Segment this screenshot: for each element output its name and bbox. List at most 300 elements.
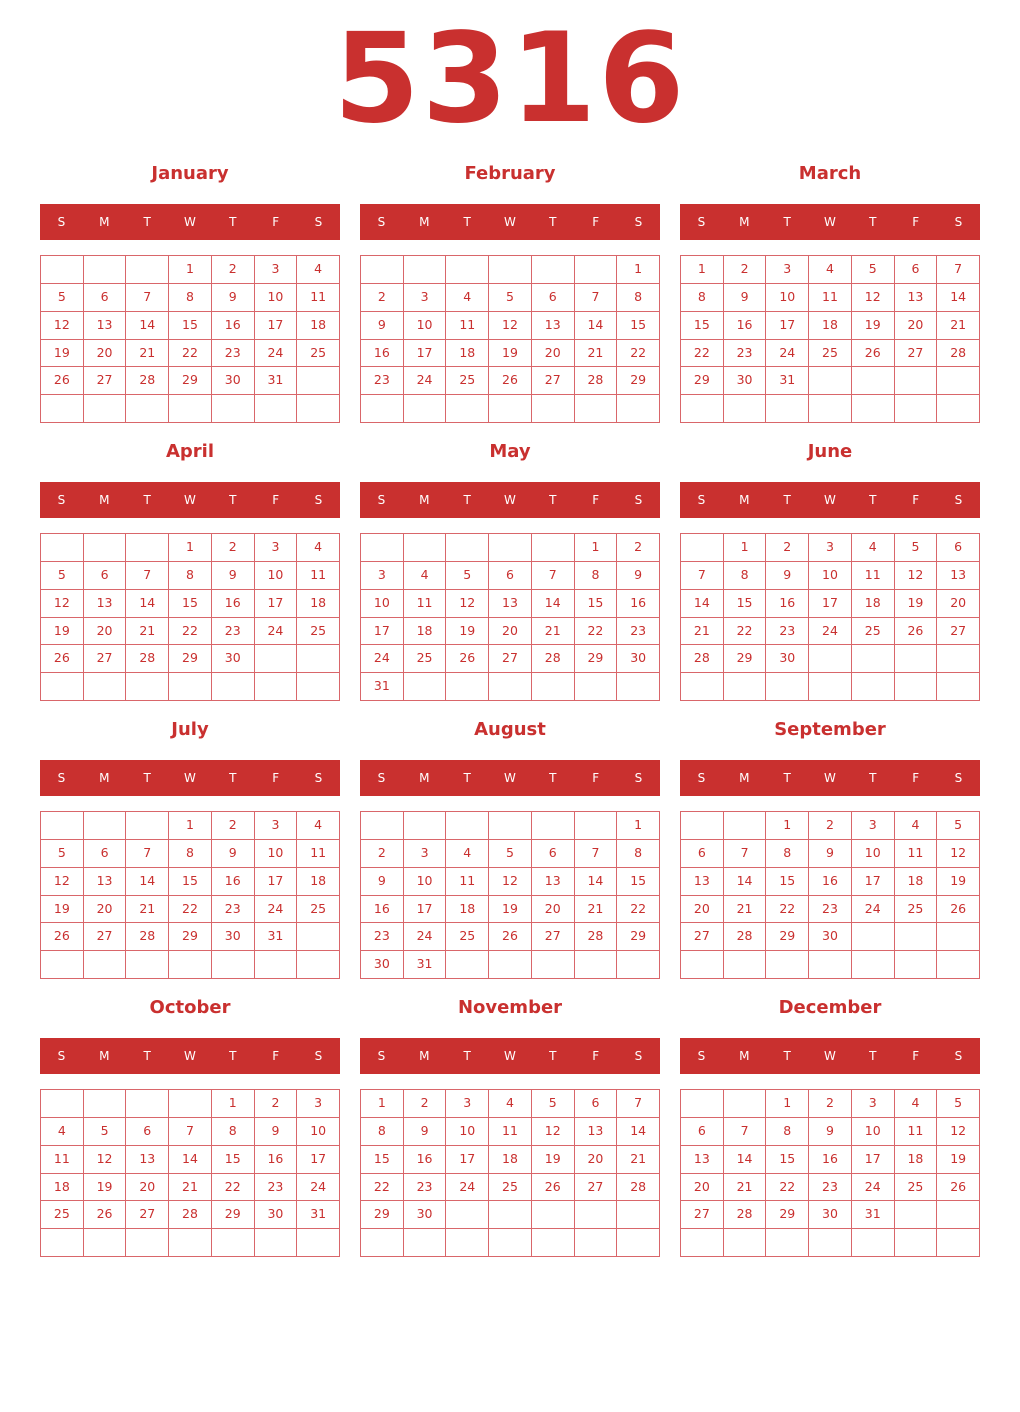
day-cell[interactable]: 28 xyxy=(575,923,618,951)
day-cell[interactable]: 28 xyxy=(169,1201,212,1229)
day-cell[interactable]: 10 xyxy=(852,840,895,868)
day-cell[interactable]: 2 xyxy=(212,534,255,562)
day-cell[interactable]: 26 xyxy=(446,645,489,673)
day-cell[interactable]: 13 xyxy=(489,590,532,618)
day-cell[interactable]: 1 xyxy=(212,1090,255,1118)
day-cell[interactable]: 19 xyxy=(895,590,938,618)
day-cell[interactable]: 30 xyxy=(361,951,404,979)
day-cell[interactable]: 5 xyxy=(532,1090,575,1118)
day-cell[interactable]: 21 xyxy=(575,896,618,924)
day-cell[interactable]: 27 xyxy=(681,1201,724,1229)
day-cell[interactable]: 16 xyxy=(212,312,255,340)
day-cell[interactable]: 1 xyxy=(169,812,212,840)
day-cell[interactable]: 2 xyxy=(809,812,852,840)
day-cell[interactable]: 14 xyxy=(126,312,169,340)
day-cell[interactable]: 17 xyxy=(361,618,404,646)
day-cell[interactable]: 14 xyxy=(532,590,575,618)
day-cell[interactable]: 4 xyxy=(852,534,895,562)
day-cell[interactable]: 19 xyxy=(489,896,532,924)
day-cell[interactable]: 18 xyxy=(895,868,938,896)
day-cell[interactable]: 4 xyxy=(41,1118,84,1146)
day-cell[interactable]: 15 xyxy=(169,590,212,618)
day-cell[interactable]: 7 xyxy=(724,840,767,868)
day-cell[interactable]: 13 xyxy=(681,868,724,896)
day-cell[interactable]: 25 xyxy=(895,896,938,924)
day-cell[interactable]: 20 xyxy=(895,312,938,340)
day-cell[interactable]: 10 xyxy=(255,562,298,590)
day-cell[interactable]: 18 xyxy=(489,1146,532,1174)
day-cell[interactable]: 21 xyxy=(937,312,980,340)
day-cell[interactable]: 22 xyxy=(169,340,212,368)
day-cell[interactable]: 29 xyxy=(724,645,767,673)
day-cell[interactable]: 2 xyxy=(212,256,255,284)
day-cell[interactable]: 7 xyxy=(575,284,618,312)
day-cell[interactable]: 4 xyxy=(297,812,340,840)
day-cell[interactable]: 27 xyxy=(681,923,724,951)
day-cell[interactable]: 20 xyxy=(126,1174,169,1202)
day-cell[interactable]: 12 xyxy=(41,868,84,896)
day-cell[interactable]: 23 xyxy=(255,1174,298,1202)
day-cell[interactable]: 21 xyxy=(126,896,169,924)
day-cell[interactable]: 16 xyxy=(724,312,767,340)
day-cell[interactable]: 10 xyxy=(446,1118,489,1146)
day-cell[interactable]: 16 xyxy=(255,1146,298,1174)
day-cell[interactable]: 6 xyxy=(895,256,938,284)
day-cell[interactable]: 12 xyxy=(852,284,895,312)
day-cell[interactable]: 29 xyxy=(169,367,212,395)
day-cell[interactable]: 22 xyxy=(617,896,660,924)
day-cell[interactable]: 22 xyxy=(169,618,212,646)
day-cell[interactable]: 11 xyxy=(446,868,489,896)
day-cell[interactable]: 20 xyxy=(575,1146,618,1174)
day-cell[interactable]: 10 xyxy=(361,590,404,618)
day-cell[interactable]: 22 xyxy=(361,1174,404,1202)
day-cell[interactable]: 15 xyxy=(766,1146,809,1174)
day-cell[interactable]: 18 xyxy=(297,868,340,896)
day-cell[interactable]: 13 xyxy=(84,868,127,896)
day-cell[interactable]: 18 xyxy=(852,590,895,618)
day-cell[interactable]: 10 xyxy=(255,840,298,868)
day-cell[interactable]: 23 xyxy=(212,618,255,646)
day-cell[interactable]: 18 xyxy=(41,1174,84,1202)
day-cell[interactable]: 4 xyxy=(895,812,938,840)
day-cell[interactable]: 8 xyxy=(724,562,767,590)
day-cell[interactable]: 31 xyxy=(297,1201,340,1229)
day-cell[interactable]: 30 xyxy=(724,367,767,395)
day-cell[interactable]: 24 xyxy=(404,367,447,395)
day-cell[interactable]: 31 xyxy=(255,367,298,395)
day-cell[interactable]: 21 xyxy=(724,1174,767,1202)
day-cell[interactable]: 14 xyxy=(575,312,618,340)
day-cell[interactable]: 22 xyxy=(766,1174,809,1202)
day-cell[interactable]: 7 xyxy=(126,284,169,312)
day-cell[interactable]: 9 xyxy=(404,1118,447,1146)
day-cell[interactable]: 20 xyxy=(681,1174,724,1202)
day-cell[interactable]: 7 xyxy=(575,840,618,868)
day-cell[interactable]: 29 xyxy=(617,367,660,395)
day-cell[interactable]: 24 xyxy=(255,340,298,368)
day-cell[interactable]: 3 xyxy=(809,534,852,562)
day-cell[interactable]: 27 xyxy=(84,645,127,673)
day-cell[interactable]: 3 xyxy=(361,562,404,590)
day-cell[interactable]: 20 xyxy=(532,896,575,924)
day-cell[interactable]: 29 xyxy=(766,923,809,951)
day-cell[interactable]: 10 xyxy=(766,284,809,312)
day-cell[interactable]: 30 xyxy=(809,1201,852,1229)
day-cell[interactable]: 12 xyxy=(41,590,84,618)
day-cell[interactable]: 8 xyxy=(575,562,618,590)
day-cell[interactable]: 20 xyxy=(937,590,980,618)
day-cell[interactable]: 3 xyxy=(446,1090,489,1118)
day-cell[interactable]: 25 xyxy=(446,923,489,951)
day-cell[interactable]: 3 xyxy=(255,256,298,284)
day-cell[interactable]: 15 xyxy=(361,1146,404,1174)
day-cell[interactable]: 6 xyxy=(84,840,127,868)
day-cell[interactable]: 10 xyxy=(404,868,447,896)
day-cell[interactable]: 9 xyxy=(361,868,404,896)
day-cell[interactable]: 31 xyxy=(852,1201,895,1229)
day-cell[interactable]: 16 xyxy=(809,868,852,896)
day-cell[interactable]: 17 xyxy=(255,312,298,340)
day-cell[interactable]: 15 xyxy=(617,868,660,896)
day-cell[interactable]: 11 xyxy=(895,1118,938,1146)
day-cell[interactable]: 16 xyxy=(809,1146,852,1174)
day-cell[interactable]: 8 xyxy=(361,1118,404,1146)
day-cell[interactable]: 15 xyxy=(681,312,724,340)
day-cell[interactable]: 19 xyxy=(489,340,532,368)
day-cell[interactable]: 26 xyxy=(489,367,532,395)
day-cell[interactable]: 25 xyxy=(895,1174,938,1202)
day-cell[interactable]: 6 xyxy=(489,562,532,590)
day-cell[interactable]: 8 xyxy=(766,840,809,868)
day-cell[interactable]: 24 xyxy=(297,1174,340,1202)
day-cell[interactable]: 24 xyxy=(446,1174,489,1202)
day-cell[interactable]: 2 xyxy=(724,256,767,284)
day-cell[interactable]: 18 xyxy=(297,590,340,618)
day-cell[interactable]: 24 xyxy=(852,1174,895,1202)
day-cell[interactable]: 9 xyxy=(212,562,255,590)
day-cell[interactable]: 23 xyxy=(212,340,255,368)
day-cell[interactable]: 18 xyxy=(895,1146,938,1174)
day-cell[interactable]: 1 xyxy=(169,534,212,562)
day-cell[interactable]: 25 xyxy=(297,618,340,646)
day-cell[interactable]: 27 xyxy=(575,1174,618,1202)
day-cell[interactable]: 7 xyxy=(617,1090,660,1118)
day-cell[interactable]: 22 xyxy=(766,896,809,924)
day-cell[interactable]: 28 xyxy=(724,1201,767,1229)
day-cell[interactable]: 3 xyxy=(852,1090,895,1118)
day-cell[interactable]: 1 xyxy=(766,812,809,840)
day-cell[interactable]: 30 xyxy=(766,645,809,673)
day-cell[interactable]: 5 xyxy=(41,562,84,590)
day-cell[interactable]: 17 xyxy=(255,590,298,618)
day-cell[interactable]: 17 xyxy=(766,312,809,340)
day-cell[interactable]: 7 xyxy=(126,562,169,590)
day-cell[interactable]: 2 xyxy=(212,812,255,840)
day-cell[interactable]: 21 xyxy=(575,340,618,368)
day-cell[interactable]: 10 xyxy=(255,284,298,312)
day-cell[interactable]: 6 xyxy=(681,1118,724,1146)
day-cell[interactable]: 29 xyxy=(681,367,724,395)
day-cell[interactable]: 15 xyxy=(575,590,618,618)
day-cell[interactable]: 22 xyxy=(724,618,767,646)
day-cell[interactable]: 27 xyxy=(895,340,938,368)
day-cell[interactable]: 28 xyxy=(126,645,169,673)
day-cell[interactable]: 23 xyxy=(809,1174,852,1202)
day-cell[interactable]: 30 xyxy=(212,367,255,395)
day-cell[interactable]: 26 xyxy=(937,1174,980,1202)
day-cell[interactable]: 22 xyxy=(212,1174,255,1202)
day-cell[interactable]: 11 xyxy=(41,1146,84,1174)
day-cell[interactable]: 28 xyxy=(937,340,980,368)
day-cell[interactable]: 2 xyxy=(255,1090,298,1118)
day-cell[interactable]: 5 xyxy=(937,1090,980,1118)
day-cell[interactable]: 18 xyxy=(446,896,489,924)
day-cell[interactable]: 24 xyxy=(255,618,298,646)
day-cell[interactable]: 21 xyxy=(126,618,169,646)
day-cell[interactable]: 25 xyxy=(297,340,340,368)
day-cell[interactable]: 18 xyxy=(297,312,340,340)
day-cell[interactable]: 1 xyxy=(724,534,767,562)
day-cell[interactable]: 15 xyxy=(766,868,809,896)
day-cell[interactable]: 28 xyxy=(681,645,724,673)
day-cell[interactable]: 2 xyxy=(404,1090,447,1118)
day-cell[interactable]: 8 xyxy=(212,1118,255,1146)
day-cell[interactable]: 12 xyxy=(41,312,84,340)
day-cell[interactable]: 19 xyxy=(41,618,84,646)
day-cell[interactable]: 6 xyxy=(575,1090,618,1118)
day-cell[interactable]: 11 xyxy=(404,590,447,618)
day-cell[interactable]: 25 xyxy=(489,1174,532,1202)
day-cell[interactable]: 2 xyxy=(361,284,404,312)
day-cell[interactable]: 20 xyxy=(84,896,127,924)
day-cell[interactable]: 28 xyxy=(126,367,169,395)
day-cell[interactable]: 30 xyxy=(617,645,660,673)
day-cell[interactable]: 16 xyxy=(212,868,255,896)
day-cell[interactable]: 22 xyxy=(617,340,660,368)
day-cell[interactable]: 12 xyxy=(895,562,938,590)
day-cell[interactable]: 29 xyxy=(766,1201,809,1229)
day-cell[interactable]: 25 xyxy=(41,1201,84,1229)
day-cell[interactable]: 23 xyxy=(404,1174,447,1202)
day-cell[interactable]: 16 xyxy=(361,896,404,924)
day-cell[interactable]: 29 xyxy=(575,645,618,673)
day-cell[interactable]: 5 xyxy=(489,284,532,312)
day-cell[interactable]: 10 xyxy=(404,312,447,340)
day-cell[interactable]: 14 xyxy=(724,868,767,896)
day-cell[interactable]: 9 xyxy=(361,312,404,340)
day-cell[interactable]: 21 xyxy=(724,896,767,924)
day-cell[interactable]: 1 xyxy=(617,812,660,840)
day-cell[interactable]: 4 xyxy=(297,534,340,562)
day-cell[interactable]: 28 xyxy=(126,923,169,951)
day-cell[interactable]: 8 xyxy=(169,562,212,590)
day-cell[interactable]: 2 xyxy=(361,840,404,868)
day-cell[interactable]: 14 xyxy=(724,1146,767,1174)
day-cell[interactable]: 25 xyxy=(297,896,340,924)
day-cell[interactable]: 13 xyxy=(126,1146,169,1174)
day-cell[interactable]: 12 xyxy=(532,1118,575,1146)
day-cell[interactable]: 14 xyxy=(575,868,618,896)
day-cell[interactable]: 25 xyxy=(404,645,447,673)
day-cell[interactable]: 3 xyxy=(404,840,447,868)
day-cell[interactable]: 11 xyxy=(489,1118,532,1146)
day-cell[interactable]: 14 xyxy=(617,1118,660,1146)
day-cell[interactable]: 22 xyxy=(575,618,618,646)
day-cell[interactable]: 9 xyxy=(617,562,660,590)
day-cell[interactable]: 14 xyxy=(169,1146,212,1174)
day-cell[interactable]: 15 xyxy=(169,312,212,340)
day-cell[interactable]: 1 xyxy=(617,256,660,284)
day-cell[interactable]: 31 xyxy=(766,367,809,395)
day-cell[interactable]: 2 xyxy=(617,534,660,562)
day-cell[interactable]: 21 xyxy=(681,618,724,646)
day-cell[interactable]: 11 xyxy=(446,312,489,340)
day-cell[interactable]: 24 xyxy=(404,923,447,951)
day-cell[interactable]: 19 xyxy=(532,1146,575,1174)
day-cell[interactable]: 21 xyxy=(617,1146,660,1174)
day-cell[interactable]: 13 xyxy=(532,868,575,896)
day-cell[interactable]: 24 xyxy=(361,645,404,673)
day-cell[interactable]: 29 xyxy=(361,1201,404,1229)
day-cell[interactable]: 29 xyxy=(617,923,660,951)
day-cell[interactable]: 9 xyxy=(255,1118,298,1146)
day-cell[interactable]: 6 xyxy=(532,840,575,868)
day-cell[interactable]: 6 xyxy=(84,562,127,590)
day-cell[interactable]: 16 xyxy=(212,590,255,618)
day-cell[interactable]: 26 xyxy=(41,367,84,395)
day-cell[interactable]: 7 xyxy=(681,562,724,590)
day-cell[interactable]: 14 xyxy=(681,590,724,618)
day-cell[interactable]: 19 xyxy=(84,1174,127,1202)
day-cell[interactable]: 22 xyxy=(169,896,212,924)
day-cell[interactable]: 4 xyxy=(895,1090,938,1118)
day-cell[interactable]: 4 xyxy=(297,256,340,284)
day-cell[interactable]: 7 xyxy=(169,1118,212,1146)
day-cell[interactable]: 13 xyxy=(84,590,127,618)
day-cell[interactable]: 27 xyxy=(532,923,575,951)
day-cell[interactable]: 17 xyxy=(446,1146,489,1174)
day-cell[interactable]: 31 xyxy=(404,951,447,979)
day-cell[interactable]: 10 xyxy=(297,1118,340,1146)
day-cell[interactable]: 30 xyxy=(809,923,852,951)
day-cell[interactable]: 24 xyxy=(255,896,298,924)
day-cell[interactable]: 9 xyxy=(212,284,255,312)
day-cell[interactable]: 8 xyxy=(766,1118,809,1146)
day-cell[interactable]: 14 xyxy=(126,868,169,896)
day-cell[interactable]: 18 xyxy=(809,312,852,340)
day-cell[interactable]: 5 xyxy=(489,840,532,868)
day-cell[interactable]: 4 xyxy=(489,1090,532,1118)
day-cell[interactable]: 17 xyxy=(297,1146,340,1174)
day-cell[interactable]: 26 xyxy=(895,618,938,646)
day-cell[interactable]: 19 xyxy=(937,1146,980,1174)
day-cell[interactable]: 13 xyxy=(937,562,980,590)
day-cell[interactable]: 25 xyxy=(809,340,852,368)
day-cell[interactable]: 8 xyxy=(681,284,724,312)
day-cell[interactable]: 11 xyxy=(809,284,852,312)
day-cell[interactable]: 20 xyxy=(681,896,724,924)
day-cell[interactable]: 23 xyxy=(361,923,404,951)
day-cell[interactable]: 5 xyxy=(41,284,84,312)
day-cell[interactable]: 23 xyxy=(212,896,255,924)
day-cell[interactable]: 19 xyxy=(446,618,489,646)
day-cell[interactable]: 7 xyxy=(126,840,169,868)
day-cell[interactable]: 23 xyxy=(766,618,809,646)
day-cell[interactable]: 17 xyxy=(404,340,447,368)
day-cell[interactable]: 22 xyxy=(681,340,724,368)
day-cell[interactable]: 13 xyxy=(681,1146,724,1174)
day-cell[interactable]: 11 xyxy=(852,562,895,590)
day-cell[interactable]: 5 xyxy=(937,812,980,840)
day-cell[interactable]: 30 xyxy=(212,923,255,951)
day-cell[interactable]: 16 xyxy=(361,340,404,368)
day-cell[interactable]: 12 xyxy=(937,840,980,868)
day-cell[interactable]: 28 xyxy=(724,923,767,951)
day-cell[interactable]: 23 xyxy=(809,896,852,924)
day-cell[interactable]: 4 xyxy=(446,840,489,868)
day-cell[interactable]: 8 xyxy=(169,284,212,312)
day-cell[interactable]: 3 xyxy=(255,534,298,562)
day-cell[interactable]: 31 xyxy=(361,673,404,701)
day-cell[interactable]: 19 xyxy=(41,340,84,368)
day-cell[interactable]: 17 xyxy=(404,896,447,924)
day-cell[interactable]: 29 xyxy=(169,645,212,673)
day-cell[interactable]: 29 xyxy=(169,923,212,951)
day-cell[interactable]: 28 xyxy=(575,367,618,395)
day-cell[interactable]: 30 xyxy=(404,1201,447,1229)
day-cell[interactable]: 20 xyxy=(84,340,127,368)
day-cell[interactable]: 14 xyxy=(937,284,980,312)
day-cell[interactable]: 8 xyxy=(617,284,660,312)
day-cell[interactable]: 23 xyxy=(724,340,767,368)
day-cell[interactable]: 7 xyxy=(724,1118,767,1146)
day-cell[interactable]: 1 xyxy=(169,256,212,284)
day-cell[interactable]: 12 xyxy=(937,1118,980,1146)
day-cell[interactable]: 5 xyxy=(446,562,489,590)
day-cell[interactable]: 26 xyxy=(41,645,84,673)
day-cell[interactable]: 15 xyxy=(169,868,212,896)
day-cell[interactable]: 13 xyxy=(84,312,127,340)
day-cell[interactable]: 10 xyxy=(852,1118,895,1146)
day-cell[interactable]: 17 xyxy=(809,590,852,618)
day-cell[interactable]: 6 xyxy=(84,284,127,312)
day-cell[interactable]: 23 xyxy=(617,618,660,646)
day-cell[interactable]: 9 xyxy=(212,840,255,868)
day-cell[interactable]: 9 xyxy=(809,1118,852,1146)
day-cell[interactable]: 27 xyxy=(126,1201,169,1229)
day-cell[interactable]: 20 xyxy=(84,618,127,646)
day-cell[interactable]: 28 xyxy=(617,1174,660,1202)
day-cell[interactable]: 4 xyxy=(404,562,447,590)
day-cell[interactable]: 1 xyxy=(681,256,724,284)
day-cell[interactable]: 19 xyxy=(852,312,895,340)
day-cell[interactable]: 10 xyxy=(809,562,852,590)
day-cell[interactable]: 13 xyxy=(532,312,575,340)
day-cell[interactable]: 19 xyxy=(937,868,980,896)
day-cell[interactable]: 12 xyxy=(489,868,532,896)
day-cell[interactable]: 4 xyxy=(446,284,489,312)
day-cell[interactable]: 15 xyxy=(617,312,660,340)
day-cell[interactable]: 4 xyxy=(809,256,852,284)
day-cell[interactable]: 2 xyxy=(766,534,809,562)
day-cell[interactable]: 25 xyxy=(852,618,895,646)
day-cell[interactable]: 16 xyxy=(404,1146,447,1174)
day-cell[interactable]: 23 xyxy=(361,367,404,395)
day-cell[interactable]: 27 xyxy=(937,618,980,646)
day-cell[interactable]: 30 xyxy=(255,1201,298,1229)
day-cell[interactable]: 26 xyxy=(532,1174,575,1202)
